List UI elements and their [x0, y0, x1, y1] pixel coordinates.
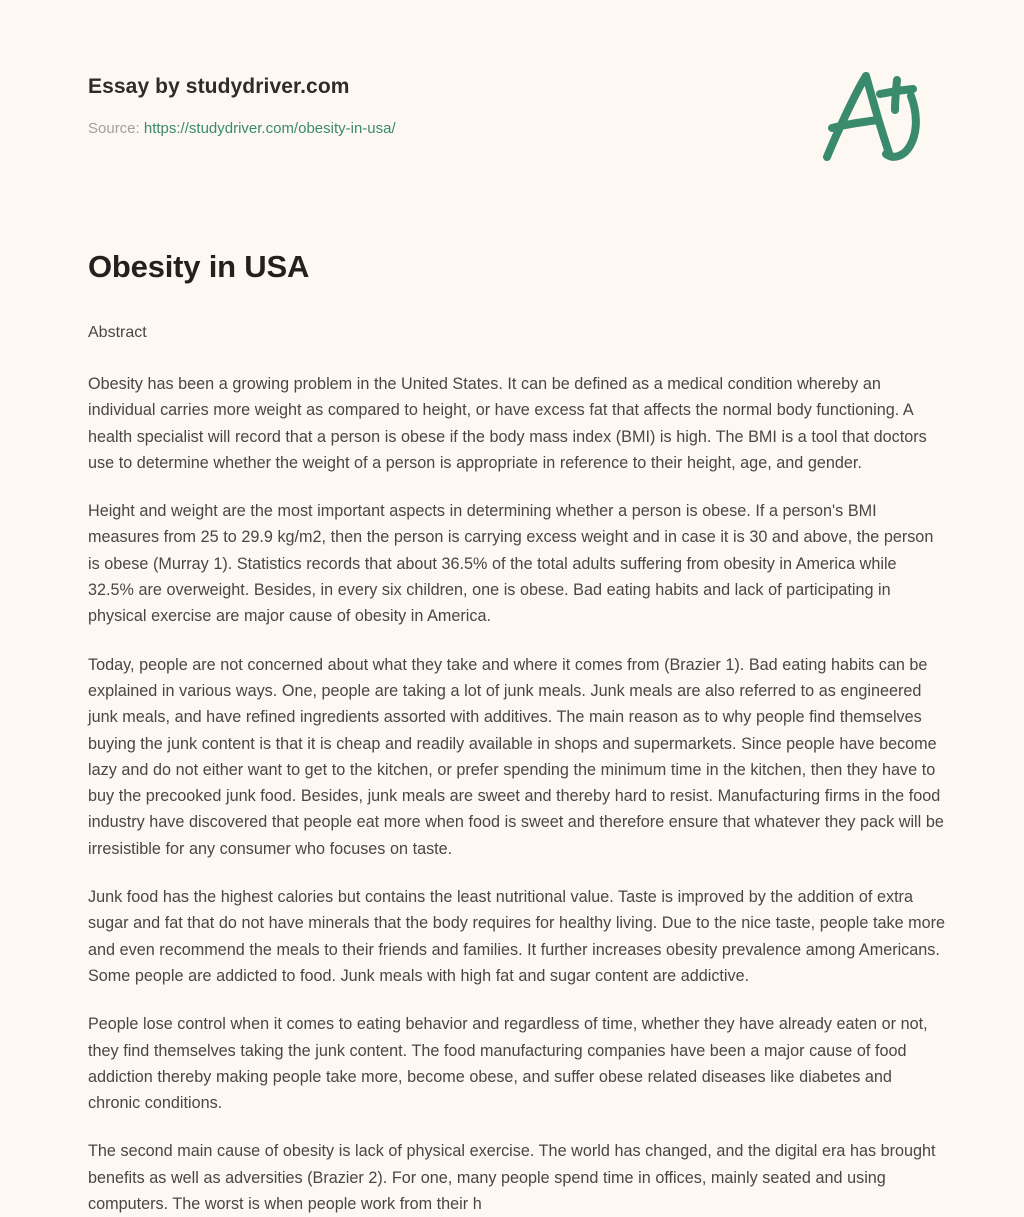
brand-block [88, 72, 728, 140]
essay-paragraph: The second main cause of obesity is lack of physical exercise. The world has changed, and the digital era has brought benefits as well as adversities (Brazier 2). For one, many people spend time in offices, mainly seated and using computers. The worst is when people work from their h [88, 1142, 936, 1214]
brand-title: Essay by studydriver.com [88, 75, 350, 98]
essay-paragraph: Today, people are not concerned about what they take and where it comes from (Brazier 1). Bad eating habits can be explained in various ways. One, people are taking a lot of junk meals. Junk meals are also referred to as engineered junk meals, and have refined ingredients assorted with additives. The main reason as to why people find themselves buying the junk content is that it is cheap and readily available in shops and supermarkets. Since people have become lazy and do not either want to get to the kitchen, or prefer spending the minimum time in the kitchen, then they have to buy the precooked junk food. Besides, junk meals are sweet and thereby hard to resist. Manufacturing firms in the food industry have discovered that people eat more when food is sweet and therefore ensure that whatever they pack will be irresistible for any consumer who focuses on taste. [88, 655, 944, 858]
section-label-abstract: Abstract [88, 324, 147, 341]
page-title: Obesity in USA [88, 249, 310, 284]
a-plus-logo[interactable] [818, 68, 933, 168]
a-plus-logo-icon [818, 68, 933, 168]
source-label: Source: [88, 120, 140, 137]
document-body [88, 247, 946, 1217]
essay-paragraph: Junk food has the highest calories but contains the least nutritional value. Taste is improved by the addition of extra sugar and fat that do not have minerals that the body requires for healthy living. Due to the nice taste, people take more and even recommend the meals to their friends and families. It further increases obesity prevalence among Americans. Some people are addicted to food. Junk meals with high fat and sugar content are addictive. [88, 888, 946, 985]
source-url-link[interactable]: https://studydriver.com/obesity-in-usa/ [143, 120, 396, 137]
page-header [0, 0, 1024, 200]
essay-paragraph: Height and weight are the most important aspects in determining whether a person is obese. If a person's BMI measures from 25 to 29.9 kg/m2, then the person is carrying excess weight and in case it is 30 and above, the person is obese (Murray 1). Statistics records that about 36.5% of the total adults suffering from obesity in America while 32.5% are overweight. Besides, in every six children, one is obese. Bad eating habits and lack of participating in physical exercise are major cause of obesity in America. [88, 502, 934, 626]
essay-paragraph: Obesity has been a growing problem in the United States. It can be defined as a medical condition whereby an individual carries more weight as compared to height, or have excess fat that affects the normal body functioning. A health specialist will record that a person is obese if the body mass index (BMI) is high. The BMI is a tool that doctors use to determine whether the weight of a person is appropriate in reference to their height, age, and gender. [88, 375, 927, 472]
essay-paragraph: People lose control when it comes to eating behavior and regardless of time, whether they have already eaten or not, they find themselves taking the junk content. The food manufacturing companies have been a major cause of food addiction thereby making people take more, become obese, and suffer obese related diseases like diabetes and chronic conditions. [88, 1015, 928, 1113]
source-line [88, 118, 728, 140]
